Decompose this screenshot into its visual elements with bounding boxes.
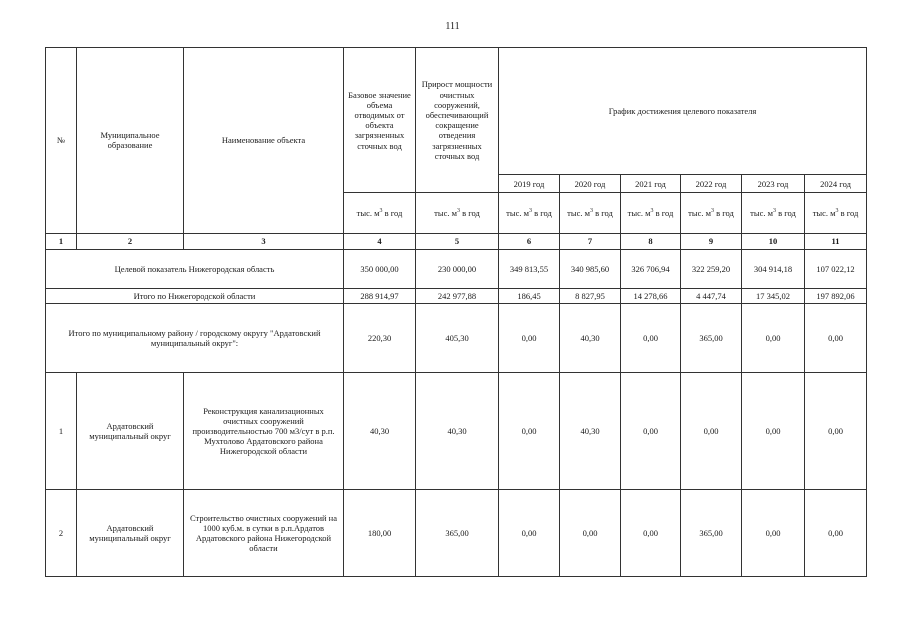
target-value-increase: 230 000,00 (416, 249, 499, 288)
item-no: 1 (46, 373, 77, 490)
target-value-2021: 326 706,94 (621, 249, 681, 288)
region-total-2023: 17 345,02 (742, 289, 805, 304)
item-2022: 0,00 (681, 373, 742, 490)
district-total-row (46, 304, 867, 373)
target-indicator-label: Целевой показатель Нижегородская область (46, 249, 344, 288)
district-total-2023: 0,00 (742, 304, 805, 373)
item-no: 2 (46, 490, 77, 577)
district-total-increase: 405,30 (416, 304, 499, 373)
region-total-2020: 8 827,95 (560, 289, 621, 304)
district-total-label: Итого по муниципальному району / городскому округу "Ардатовский муниципальный округ": (46, 304, 344, 373)
item-2024: 0,00 (805, 373, 867, 490)
item-2023: 0,00 (742, 490, 805, 577)
item-increase: 40,30 (416, 373, 499, 490)
year-2021: 2021 год (621, 175, 681, 193)
item-2021: 0,00 (621, 490, 681, 577)
col-number-10: 10 (742, 233, 805, 249)
unit-2021: тыс. $м^3$ в год (621, 193, 681, 233)
region-total-increase: 242 977,88 (416, 289, 499, 304)
unit-base: тыс. $м^3$ в год (344, 193, 416, 233)
year-2020: 2020 год (560, 175, 621, 193)
region-total-2024: 197 892,06 (805, 289, 867, 304)
region-total-2022: 4 447,74 (681, 289, 742, 304)
table-row (46, 373, 867, 490)
unit-2019: тыс. $м^3$ в год (499, 193, 560, 233)
col-number-4: 4 (344, 233, 416, 249)
region-total-label: Итого по Нижегородской области (46, 289, 344, 304)
header-schedule: График достижения целевого показателя (499, 48, 867, 175)
item-2021: 0,00 (621, 373, 681, 490)
col-number-3: 3 (184, 233, 344, 249)
item-2020: 40,30 (560, 373, 621, 490)
target-indicator-table (45, 47, 867, 577)
col-number-6: 6 (499, 233, 560, 249)
district-total-2022: 365,00 (681, 304, 742, 373)
item-2020: 0,00 (560, 490, 621, 577)
table-row (46, 490, 867, 577)
target-indicator-row (46, 249, 867, 288)
col-number-1: 1 (46, 233, 77, 249)
item-base: 40,30 (344, 373, 416, 490)
header-no: № (46, 48, 77, 234)
col-number-11: 11 (805, 233, 867, 249)
district-total-2021: 0,00 (621, 304, 681, 373)
district-total-2020: 40,30 (560, 304, 621, 373)
item-2019: 0,00 (499, 490, 560, 577)
item-2024: 0,00 (805, 490, 867, 577)
target-value-2020: 340 985,60 (560, 249, 621, 288)
district-total-2019: 0,00 (499, 304, 560, 373)
header-capacity-increase: Прирост мощности очистных сооружений, обеспечивающий сокращение отведения загрязненных сточных вод (416, 48, 499, 193)
unit-2023: тыс. $м^3$ в год (742, 193, 805, 233)
unit-increase: тыс. $м^3$ в год (416, 193, 499, 233)
item-base: 180,00 (344, 490, 416, 577)
region-total-2021: 14 278,66 (621, 289, 681, 304)
year-2019: 2019 год (499, 175, 560, 193)
column-numbers-row (46, 233, 867, 249)
year-2024: 2024 год (805, 175, 867, 193)
col-number-2: 2 (77, 233, 184, 249)
item-2023: 0,00 (742, 373, 805, 490)
header-row-1 (46, 48, 867, 175)
unit-2020: тыс. $м^3$ в год (560, 193, 621, 233)
page-number: 111 (445, 21, 460, 32)
item-municipality: Ардатовский муниципальный округ (77, 373, 184, 490)
header-municipality: Муниципальное образование (77, 48, 184, 234)
target-value-2019: 349 813,55 (499, 249, 560, 288)
year-2022: 2022 год (681, 175, 742, 193)
col-number-8: 8 (621, 233, 681, 249)
district-total-2024: 0,00 (805, 304, 867, 373)
item-object-name: Реконструкция канализационных очистных сооружений производительностью 700 м3/сут в р.п. Мухтолово Ардатовского района Нижегородской области (184, 373, 344, 490)
header-object-name: Наименование объекта (184, 48, 344, 234)
target-value-base: 350 000,00 (344, 249, 416, 288)
item-municipality: Ардатовский муниципальный округ (77, 490, 184, 577)
target-value-2022: 322 259,20 (681, 249, 742, 288)
district-total-base: 220,30 (344, 304, 416, 373)
unit-2024: тыс. $м^3$ в год (805, 193, 867, 233)
region-total-2019: 186,45 (499, 289, 560, 304)
unit-2022: тыс. $м^3$ в год (681, 193, 742, 233)
header-base-value: Базовое значение объема отводимых от объекта загрязненных сточных вод (344, 48, 416, 193)
col-number-9: 9 (681, 233, 742, 249)
region-total-row (46, 289, 867, 304)
region-total-base: 288 914,97 (344, 289, 416, 304)
item-object-name: Строительство очистных сооружений на 1000 куб.м. в сутки в р.п.Ардатов Ардатовского района Нижегородской области (184, 490, 344, 577)
target-value-2024: 107 022,12 (805, 249, 867, 288)
col-number-7: 7 (560, 233, 621, 249)
year-2023: 2023 год (742, 175, 805, 193)
item-2019: 0,00 (499, 373, 560, 490)
item-2022: 365,00 (681, 490, 742, 577)
target-value-2023: 304 914,18 (742, 249, 805, 288)
col-number-5: 5 (416, 233, 499, 249)
item-increase: 365,00 (416, 490, 499, 577)
